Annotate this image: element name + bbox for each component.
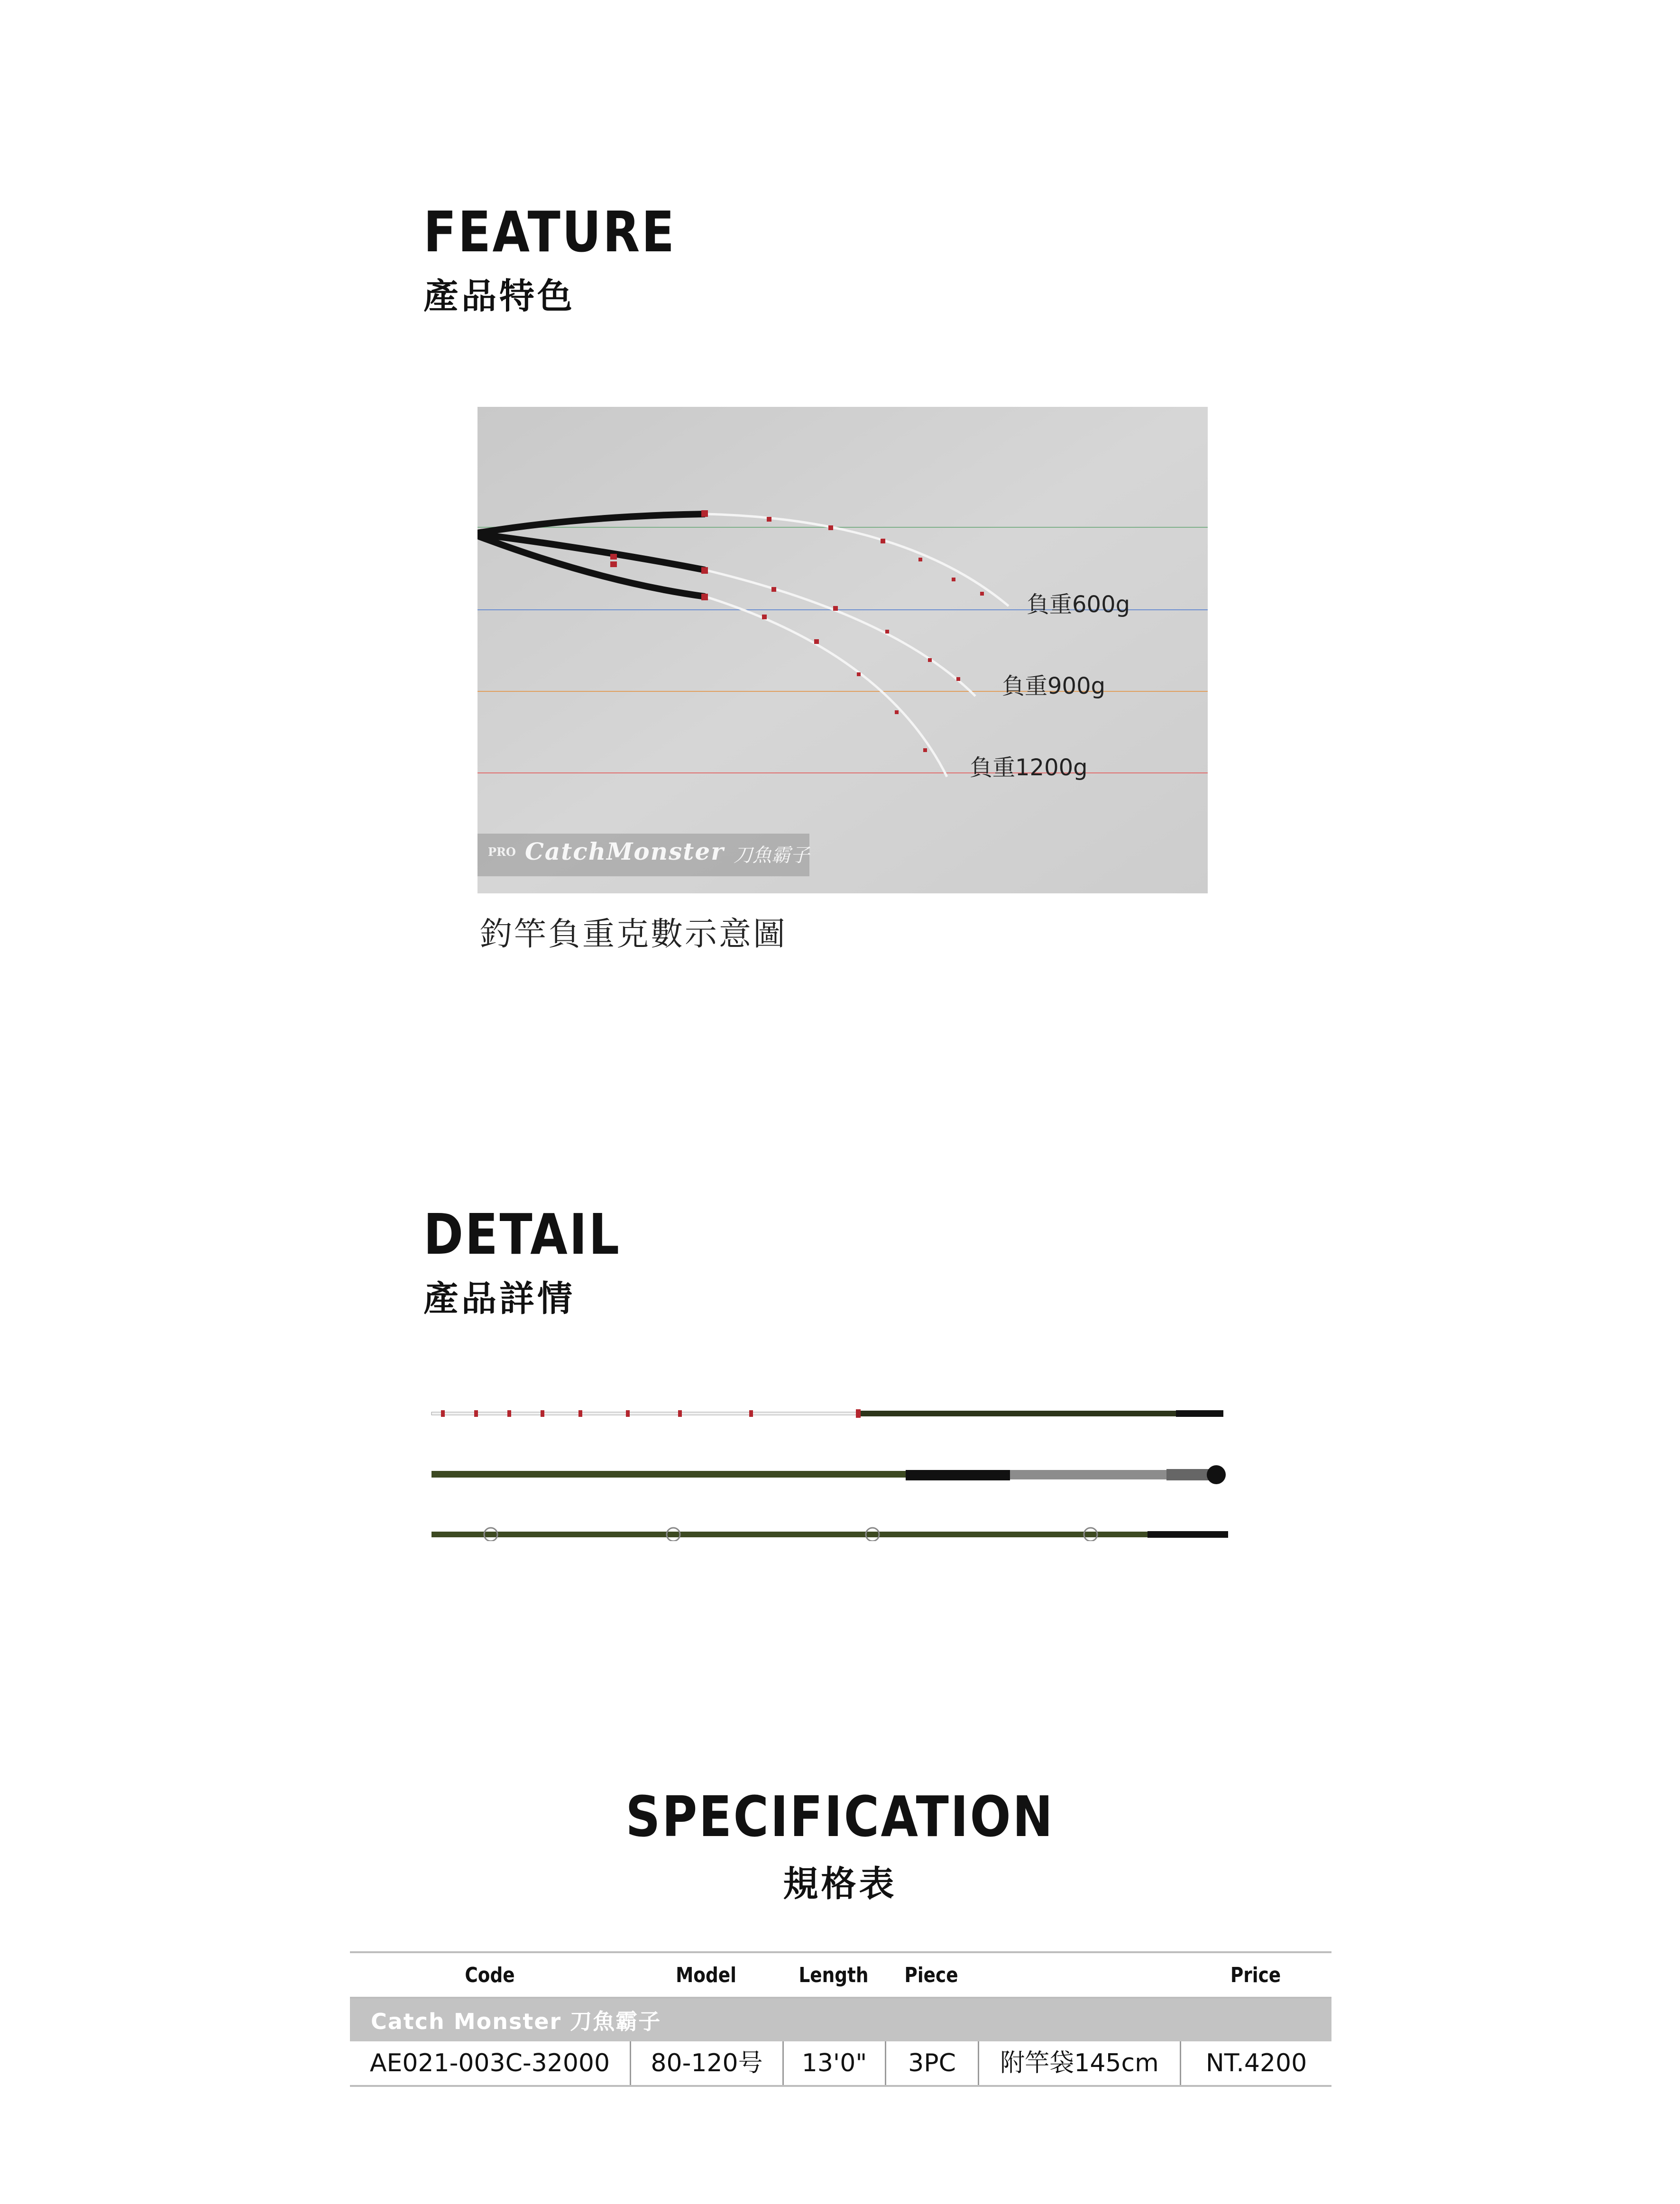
spec-heading: SPECIFICATION bbox=[625, 1784, 1055, 1849]
load-label-900g: 負重900g bbox=[1002, 673, 1106, 699]
detail-subheading: 產品詳情 bbox=[423, 1278, 575, 1319]
brand-cn-label: 刀魚霸子 bbox=[734, 845, 809, 866]
cell-accessory: 附竿袋145cm bbox=[978, 2041, 1180, 2085]
col-header-length: Length bbox=[799, 1963, 869, 1987]
table-header-row bbox=[350, 1953, 1331, 1997]
feature-caption: 釣竿負重克數示意圖 bbox=[480, 916, 788, 953]
table-bottom-rule bbox=[350, 2085, 1331, 2087]
rod-sections-photo bbox=[427, 1399, 1266, 1541]
cell-price: NT.4200 bbox=[1180, 2041, 1331, 2085]
cell-code: AE021-003C-32000 bbox=[369, 2049, 610, 2077]
rod-sections-illustration bbox=[427, 1399, 1266, 1541]
product-group-label: Catch Monster 刀魚霸子 bbox=[371, 2009, 661, 2034]
col-header-price: Price bbox=[1230, 1963, 1281, 1987]
feature-subheading: 產品特色 bbox=[423, 276, 575, 317]
detail-heading: DETAIL bbox=[423, 1202, 621, 1267]
feature-heading: FEATURE bbox=[423, 199, 676, 265]
cell-piece: 3PC bbox=[885, 2041, 978, 2085]
spec-table bbox=[350, 1951, 1331, 2087]
col-header-code: Code bbox=[465, 1963, 515, 1987]
brand-name-label: CatchMonster bbox=[525, 837, 725, 865]
spec-subheading: 規格表 bbox=[783, 1864, 897, 1904]
load-label-600g: 負重600g bbox=[1027, 591, 1130, 618]
cell-model: 80-120号 bbox=[630, 2041, 782, 2085]
load-label-1200g: 負重1200g bbox=[970, 754, 1088, 781]
rod-load-illustration bbox=[477, 407, 1208, 893]
col-header-piece: Piece bbox=[904, 1963, 958, 1987]
table-row bbox=[350, 2041, 1331, 2085]
cell-length: 13'0" bbox=[782, 2041, 885, 2085]
product-group-row bbox=[350, 1999, 1331, 2041]
rod-load-diagram bbox=[477, 407, 1208, 893]
col-header-model: Model bbox=[676, 1963, 736, 1987]
brand-pro-label: PRO bbox=[488, 845, 516, 859]
